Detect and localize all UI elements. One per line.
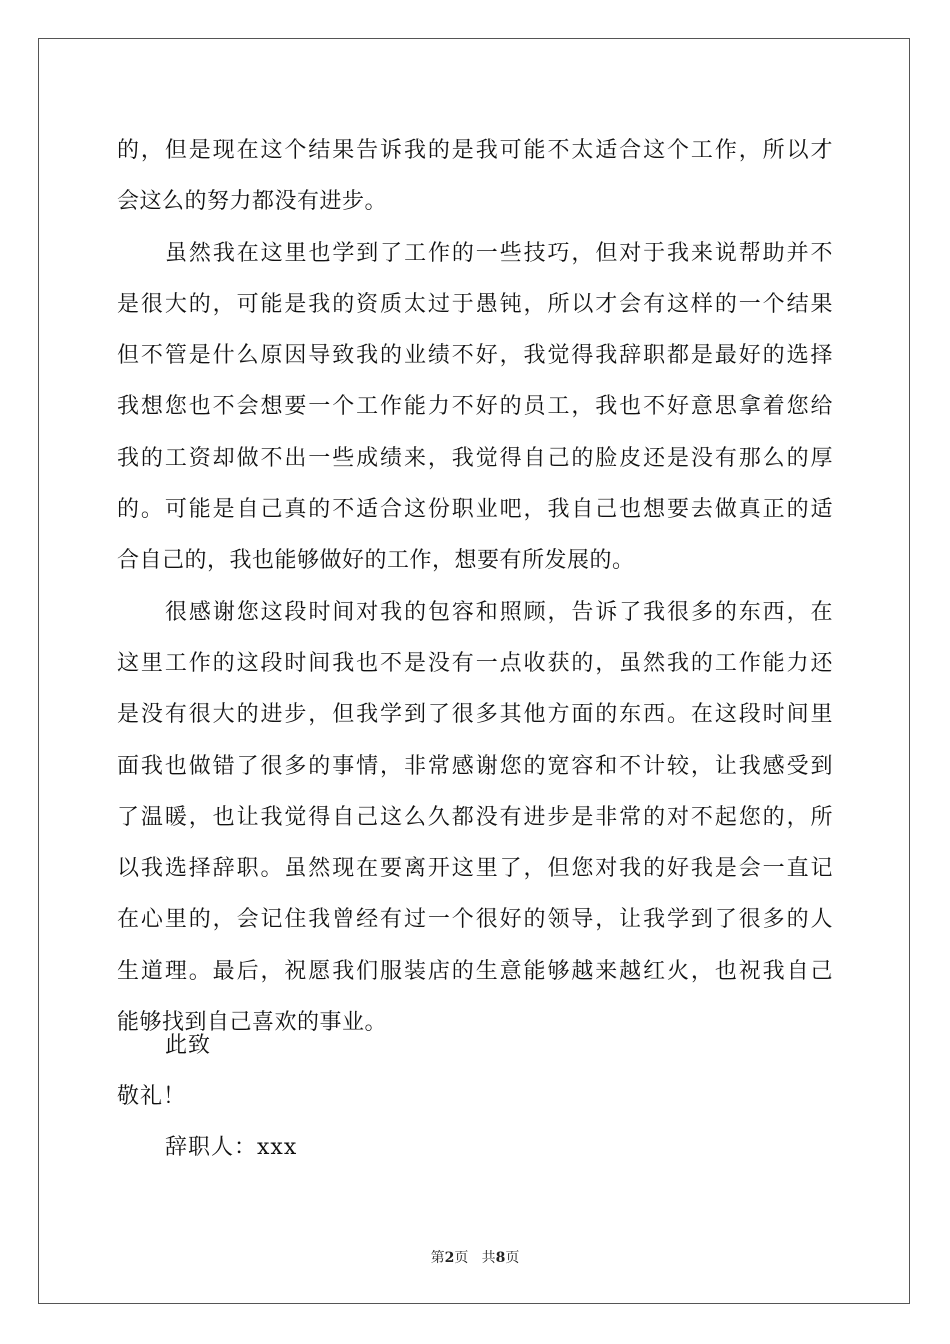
body-line: 的，但是现在这个结果告诉我的是我可能不太适合这个工作，所以才 bbox=[117, 138, 833, 163]
body-line: 合自己的，我也能够做好的工作，想要有所发展的。 bbox=[117, 548, 635, 574]
respect-line: 敬礼！ bbox=[117, 1084, 187, 1109]
current-page-number: 2 bbox=[444, 1250, 455, 1266]
body-line: 虽然我在这里也学到了工作的一些技巧，但对于我来说帮助并不 bbox=[165, 240, 833, 266]
body-line: 的。可能是自己真的不适合这份职业吧，我自己也想要去做真正的适 bbox=[117, 497, 833, 523]
signature: 辞职人：xxx bbox=[165, 1135, 298, 1160]
body-line: 能够找到自己喜欢的事业。 bbox=[117, 1010, 388, 1036]
body-line: 生道理。最后，祝愿我们服装店的生意能够越来越红火，也祝我自己 bbox=[117, 958, 833, 984]
page-prefix: 第 bbox=[430, 1250, 445, 1266]
body-line: 我的工资却做不出一些成绩来，我觉得自己的脸皮还是没有那么的厚 bbox=[117, 445, 833, 471]
body-line: 了温暖，也让我觉得自己这么久都没有进步是非常的对不起您的，所 bbox=[117, 804, 833, 830]
total-suffix: 页 bbox=[505, 1250, 520, 1266]
body-line: 会这么的努力都没有进步。 bbox=[117, 189, 388, 215]
letter-body bbox=[117, 125, 833, 1048]
body-line: 这里工作的这段时间我也不是没有一点收获的，虽然我的工作能力还 bbox=[117, 650, 833, 676]
body-line: 是没有很大的进步，但我学到了很多其他方面的东西。在这段时间里 bbox=[117, 702, 833, 728]
body-line: 但不管是什么原因导致我的业绩不好，我觉得我辞职都是最好的选择 bbox=[117, 343, 833, 369]
body-line: 在心里的，会记住我曾经有过一个很好的领导，让我学到了很多的人 bbox=[117, 907, 833, 933]
body-line: 我想您也不会想要一个工作能力不好的员工，我也不好意思拿着您给 bbox=[117, 394, 833, 420]
body-line: 面我也做错了很多的事情，非常感谢您的宽容和不计较，让我感受到 bbox=[117, 753, 833, 779]
total-pages-number: 8 bbox=[495, 1250, 506, 1266]
body-line: 以我选择辞职。虽然现在要离开这里了，但您对我的好我是会一直记 bbox=[117, 856, 833, 882]
body-line: 是很大的，可能是我的资质太过于愚钝，所以才会有这样的一个结果 bbox=[117, 291, 833, 317]
body-line: 很感谢您这段时间对我的包容和照顾，告诉了我很多的东西，在 bbox=[165, 599, 833, 625]
salutation: 此致 bbox=[165, 1033, 212, 1058]
total-prefix: 共 bbox=[481, 1250, 496, 1266]
page-word: 页 bbox=[454, 1250, 469, 1266]
page-footer bbox=[0, 1247, 950, 1267]
